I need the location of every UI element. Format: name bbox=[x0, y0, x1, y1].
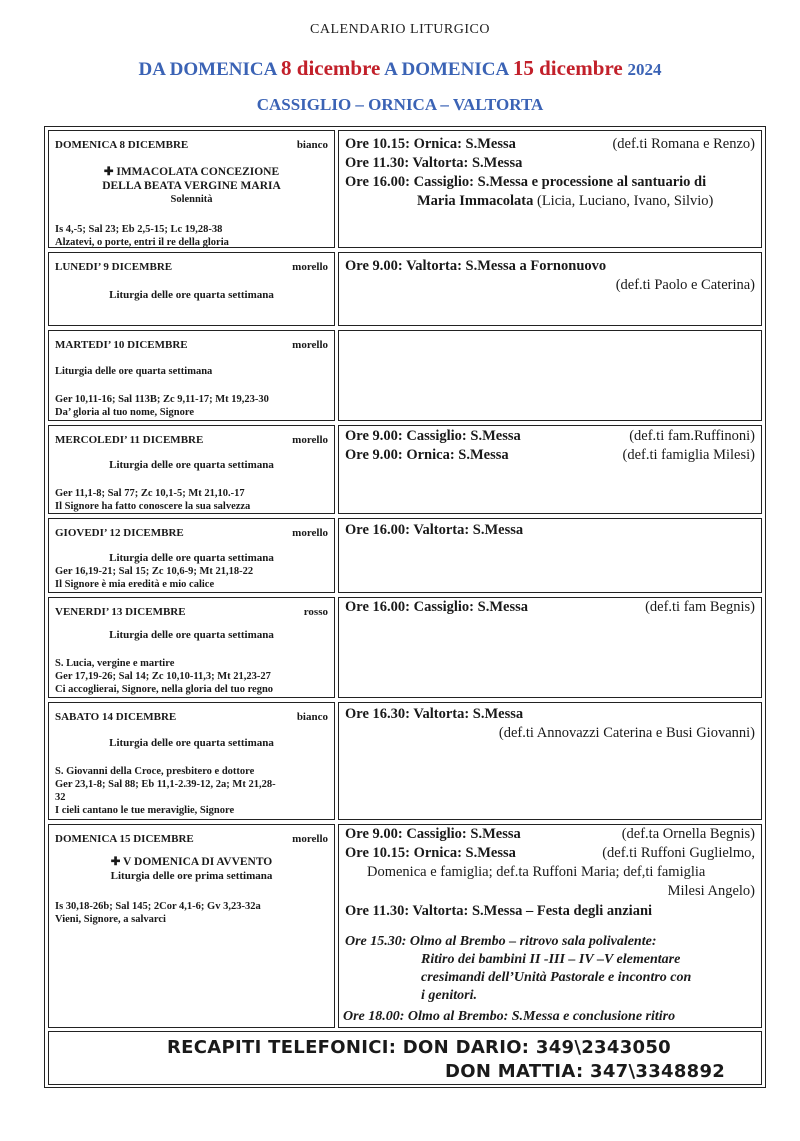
date-a: A DOMENICA bbox=[384, 59, 509, 80]
liturgy-week: Liturgia delle ore quarta settimana bbox=[109, 552, 274, 564]
readings: Ger 11,1-8; Sal 77; Zc 10,1-5; Mt 21,10.-17 bbox=[55, 488, 245, 499]
document-title: CALENDARIO LITURGICO bbox=[310, 22, 490, 37]
psalm-response: Il Signore ha fatto conoscere la sua salvezza bbox=[55, 501, 251, 512]
feast-title: ✚ V DOMENICA DI AVVENTO bbox=[110, 856, 273, 868]
feast-title: ✚ IMMACOLATA CONCEZIONE bbox=[103, 166, 280, 178]
readings-cont: 32 bbox=[55, 792, 66, 803]
mass-line: Ore 16.00: Cassiglio: S.Messa (def.ti fam Begnis) bbox=[345, 599, 755, 615]
saint-of-day: S. Lucia, vergine e martire bbox=[55, 658, 175, 669]
retreat-line: Ritiro dei bambini II -III – IV –V elementare bbox=[421, 952, 681, 967]
masses-cell-6 bbox=[338, 597, 762, 698]
liturgical-color: bianco bbox=[296, 139, 328, 151]
day-cell-3 bbox=[48, 330, 335, 421]
mass-line: Ore 11.30: Valtorta: S.Messa – Festa degli anziani bbox=[345, 903, 653, 919]
readings: Ger 10,11-16; Sal 113B; Zc 9,11-17; Mt 19,23-30 bbox=[55, 394, 269, 405]
liturgical-color: morello bbox=[292, 339, 328, 351]
mass-line: Ore 9.00: Cassiglio: S.Messa (def.ti fam.Ruffinoni) bbox=[345, 428, 755, 444]
feast-title-2: DELLA BEATA VERGINE MARIA bbox=[102, 180, 281, 192]
retreat-line: Ore 15.30: Olmo al Brembo – ritrovo sala polivalente: bbox=[345, 934, 657, 949]
masses-cell-4 bbox=[338, 425, 762, 514]
mass-line: Ore 16.30: Valtorta: S.Messa bbox=[345, 706, 524, 722]
mass-line: Ore 11.30: Valtorta: S.Messa bbox=[345, 155, 523, 171]
day-name: SABATO 14 DICEMBRE bbox=[55, 711, 177, 723]
psalm-response: Da’ gloria al tuo nome, Signore bbox=[55, 407, 195, 418]
contacts-box bbox=[48, 1031, 762, 1085]
contact-don-dario: RECAPITI TELEFONICI: DON DARIO: 349\2343050 bbox=[167, 1037, 671, 1058]
liturgy-week: Liturgia delle ore quarta settimana bbox=[109, 459, 274, 471]
date-range bbox=[0, 56, 800, 81]
day-name: VENERDI’ 13 DICEMBRE bbox=[55, 606, 186, 618]
retreat-line: i genitori. bbox=[421, 988, 478, 1003]
day-cell-7 bbox=[48, 702, 335, 820]
psalm-response: Il Signore è mia eredità e mio calice bbox=[55, 579, 215, 590]
day-cell-5 bbox=[48, 518, 335, 593]
date-da: DA DOMENICA bbox=[138, 59, 277, 80]
mass-line: Maria Immacolata (Licia, Luciano, Ivano, Silvio) bbox=[417, 193, 714, 209]
mass-line: Domenica e famiglia; def.ta Ruffoni Maria; def,ti famiglia bbox=[367, 864, 706, 880]
liturgical-color: morello bbox=[292, 261, 328, 273]
liturgical-color: bianco bbox=[296, 711, 328, 723]
liturgy-week: Liturgia delle ore quarta settimana bbox=[109, 737, 274, 749]
psalm-response: Ci accoglierai, Signore, nella gloria del tuo regno bbox=[55, 684, 274, 695]
mass-line: Ore 10.15: Ornica: S.Messa (def.ti Ruffoni Guglielmo, bbox=[345, 845, 755, 861]
masses-cell-8: Ore 9.00: Cassiglio: S.Messa (def.ta Ornella Begnis) Ore 10.15: Ornica: S.Messa (def.ti Ruffoni Guglielmo, Domenica e famiglia; def.ta Ruffoni Maria; def,ti famiglia Milesi Angelo) Ore 11.30: Valtorta: S.Messa – Festa degli anziani Ore 15.30: Olmo al Brembo – ritrovo sala polivalente: Ritiro dei bambini II -III – IV –V elementare cresimandi dell’Unità Pastorale e incontro con i genitori. Ore 18.00: Olmo al Brembo: S.Messa e conclusione ritiro bbox=[338, 824, 762, 1028]
date-end: 15 dicembre bbox=[512, 56, 623, 80]
day-name: MERCOLEDI’ 11 DICEMBRE bbox=[55, 434, 204, 446]
mass-line: Ore 10.15: Ornica: S.Messa (def.ti Romana e Renzo) bbox=[345, 136, 755, 152]
mass-line: Ore 9.00: Ornica: S.Messa (def.ti famiglia Milesi) bbox=[345, 447, 755, 463]
date-year: 2024 bbox=[627, 60, 662, 79]
day-cell-4 bbox=[48, 425, 335, 514]
saint-of-day: S. Giovanni della Croce, presbitero e dottore bbox=[55, 766, 255, 777]
date-start: 8 dicembre bbox=[281, 56, 381, 80]
readings: Is 4,-5; Sal 23; Eb 2,5-15; Lc 19,28-38 bbox=[55, 224, 223, 235]
contact-don-mattia: DON MATTIA: 347\3348892 bbox=[445, 1061, 726, 1082]
parishes: CASSIGLIO – ORNICA – VALTORTA bbox=[256, 95, 544, 114]
day-name: GIOVEDI’ 12 DICEMBRE bbox=[55, 527, 184, 539]
day-cell-6 bbox=[48, 597, 335, 698]
liturgy-week: Liturgia delle ore prima settimana bbox=[110, 870, 273, 882]
masses-cell-7: Ore 16.30: Valtorta: S.Messa (def.ti Annovazzi Caterina e Busi Giovanni) bbox=[338, 702, 762, 820]
readings: Ger 17,19-26; Sal 14; Zc 10,10-11,3; Mt 21,23-27 bbox=[55, 671, 271, 682]
psalm-response: Vieni, Signore, a salvarci bbox=[55, 914, 166, 925]
day-cell-8 bbox=[48, 824, 335, 1028]
readings: Ger 16,19-21; Sal 15; Zc 10,6-9; Mt 21,18-22 bbox=[55, 566, 254, 577]
liturgy-week: Liturgia delle ore quarta settimana bbox=[109, 629, 274, 641]
day-name: MARTEDI’ 10 DICEMBRE bbox=[55, 339, 188, 351]
mass-line: Ore 9.00: Cassiglio: S.Messa (def.ta Ornella Begnis) bbox=[345, 826, 755, 842]
day-name: DOMENICA 15 DICEMBRE bbox=[55, 833, 194, 845]
liturgical-color: morello bbox=[292, 833, 328, 845]
feast-rank: Solennità bbox=[170, 194, 213, 205]
day-name: LUNEDI’ 9 DICEMBRE bbox=[55, 261, 173, 273]
liturgical-color: morello bbox=[292, 527, 328, 539]
liturgy-week: Liturgia delle ore quarta settimana bbox=[109, 289, 274, 301]
liturgical-color: rosso bbox=[303, 606, 328, 618]
mass-line: Ore 16.00: Valtorta: S.Messa bbox=[345, 522, 524, 538]
psalm-response: I cieli cantano le tue meraviglie, Signore bbox=[55, 805, 235, 816]
day-name: DOMENICA 8 DICEMBRE bbox=[55, 139, 189, 151]
psalm-response: Alzatevi, o porte, entri il re della gloria bbox=[55, 237, 229, 248]
masses-cell-3 bbox=[338, 330, 762, 421]
retreat-line: cresimandi dell’Unità Pastorale e incontro con bbox=[421, 970, 692, 985]
retreat-line: Ore 18.00: Olmo al Brembo: S.Messa e conclusione ritiro bbox=[343, 1009, 676, 1024]
day-cell-2 bbox=[48, 252, 335, 326]
readings: Is 30,18-26b; Sal 145; 2Cor 4,1-6; Gv 3,23-32a bbox=[55, 901, 261, 912]
liturgical-color: morello bbox=[292, 434, 328, 446]
masses-cell-5 bbox=[338, 518, 762, 593]
mass-line: Ore 16.00: Cassiglio: S.Messa e processione al santuario di bbox=[345, 174, 707, 190]
masses-cell-1 bbox=[338, 130, 762, 248]
masses-cell-2: Ore 9.00: Valtorta: S.Messa a Fornonuovo (def.ti Paolo e Caterina) bbox=[338, 252, 762, 326]
liturgy-week: Liturgia delle ore quarta settimana bbox=[55, 366, 213, 377]
day-cell-1 bbox=[48, 130, 335, 248]
readings: Ger 23,1-8; Sal 88; Eb 11,1-2.39-12, 2a; Mt 21,28- bbox=[55, 779, 276, 790]
mass-line: Ore 9.00: Valtorta: S.Messa a Fornonuovo bbox=[345, 258, 607, 274]
